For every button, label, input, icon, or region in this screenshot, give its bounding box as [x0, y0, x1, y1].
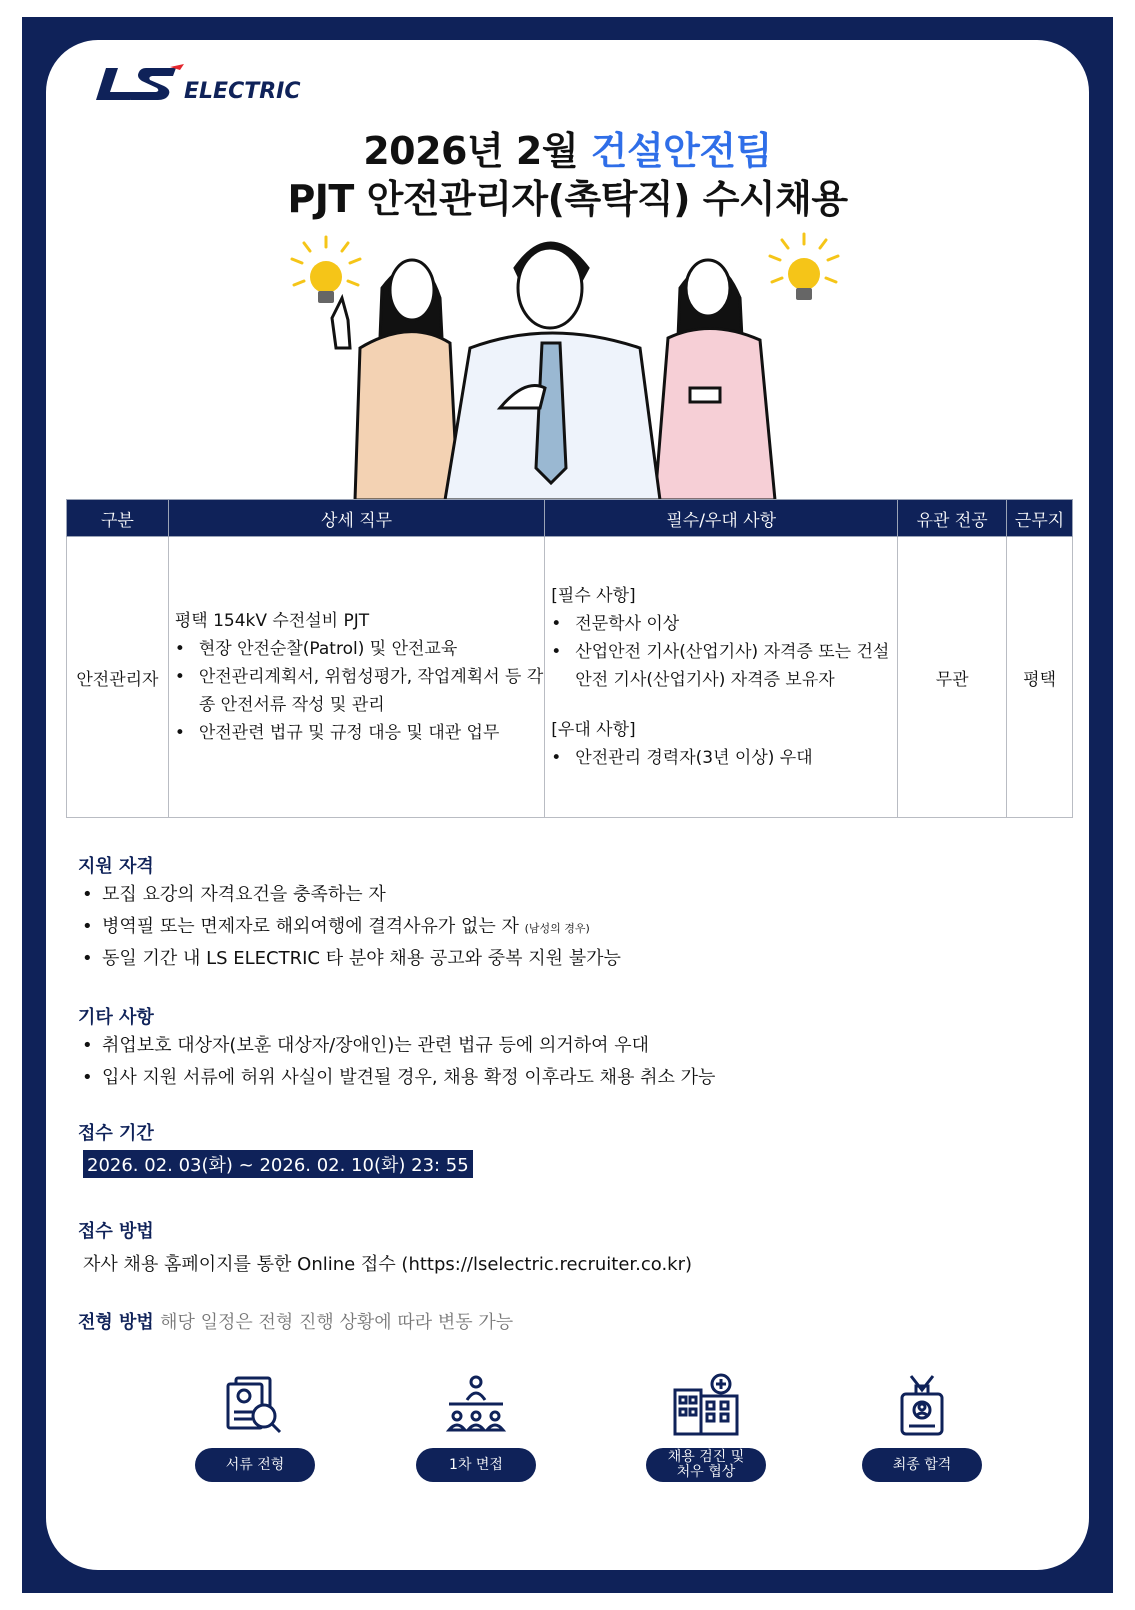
period-heading: 접수 기간	[78, 1123, 154, 1144]
step-label	[195, 1448, 315, 1482]
job-table	[66, 499, 1073, 818]
step-document-screening	[175, 1372, 335, 1482]
cell-category: 안전관리자	[67, 537, 169, 818]
cell-major: 무관	[898, 537, 1007, 818]
documents-icon	[222, 1372, 288, 1438]
etc-heading: 기타 사항	[78, 1007, 154, 1028]
three-people-illustration	[270, 228, 870, 500]
step-label	[416, 1448, 536, 1482]
step-label	[646, 1448, 766, 1482]
step-first-interview	[396, 1372, 556, 1482]
cell-duty	[168, 537, 544, 818]
cell-location: 평택	[1007, 537, 1073, 818]
preferred-title: [우대 사항]	[551, 720, 636, 740]
qualification-note: (남성의 경우)	[524, 922, 590, 935]
step-label-text: 서류 전형	[225, 1456, 285, 1473]
step-label	[862, 1448, 982, 1482]
title-line-2: PJT 안전관리자(촉탁직) 수시채용	[287, 177, 848, 221]
qualifications-list	[78, 879, 621, 975]
duty-item: • 현장 안전순찰(Patrol) 및 안전교육	[169, 635, 544, 663]
header-location: 근무지	[1007, 500, 1073, 537]
preferred-list	[545, 744, 897, 772]
process-note: 해당 일정은 전형 진행 상황에 따라 변동 가능	[160, 1312, 514, 1333]
table-row	[67, 537, 1073, 818]
step-label-text-line2: 처우 협상	[676, 1464, 736, 1480]
list-item: • 입사 지원 서류에 허위 사실이 발견될 경우, 채용 확정 이후라도 채용 취소 가능	[78, 1062, 715, 1094]
title-year-month: 2026년 2월	[363, 129, 591, 173]
woman-right-figure	[655, 260, 775, 500]
step-final-pass	[842, 1372, 1002, 1482]
header-requirements: 필수/우대 사항	[545, 500, 898, 537]
id-badge-icon	[889, 1372, 955, 1438]
svg-text:ELECTRIC: ELECTRIC	[184, 79, 301, 104]
header-major: 유관 전공	[898, 500, 1007, 537]
ls-electric-logo	[84, 62, 304, 104]
qualifications-heading: 지원 자격	[78, 856, 154, 877]
required-item: • 산업안전 기사(산업기사) 자격증 또는 건설안전 기사(산업기사) 자격증 보유자	[545, 638, 897, 694]
cell-requirements	[545, 537, 898, 818]
duty-item: • 안전관리계획서, 위험성평가, 작업계획서 등 각종 안전서류 작성 및 관리	[169, 663, 544, 719]
hospital-icon	[671, 1372, 741, 1438]
required-list	[545, 610, 897, 694]
apply-heading: 접수 방법	[78, 1221, 154, 1242]
lightbulb-icon-left	[292, 237, 360, 303]
lightbulb-icon-right	[770, 234, 838, 300]
duty-item: • 안전관련 법규 및 규정 대응 및 대관 업무	[169, 719, 544, 747]
list-item: • 취업보호 대상자(보훈 대상자/장애인)는 관련 법규 등에 의거하여 우대	[78, 1030, 715, 1062]
step-label-text: 최종 합격	[892, 1456, 952, 1473]
period-value: 2026. 02. 03(화) ~ 2026. 02. 10(화) 23: 55	[83, 1150, 473, 1178]
step-label-text: 1차 면접	[449, 1456, 503, 1473]
interview-icon	[443, 1372, 509, 1438]
apply-value: 자사 채용 홈페이지를 통한 Online 접수 (https://lselectric.recruiter.co.kr)	[83, 1254, 693, 1275]
required-item: • 전문학사 이상	[545, 610, 897, 638]
list-item: • 동일 기간 내 LS ELECTRIC 타 분야 채용 공고와 중복 지원 불가능	[78, 943, 621, 975]
step-medical-negotiation	[626, 1372, 786, 1482]
table-header-row	[67, 500, 1073, 537]
process-heading	[78, 1308, 513, 1334]
list-item: • 모집 요강의 자격요건을 충족하는 자	[78, 879, 621, 911]
man-center-figure	[445, 243, 660, 500]
title-line-1	[0, 120, 1135, 175]
duty-intro: 평택 154kV 수전설비 PJT	[174, 611, 370, 631]
list-item	[78, 911, 621, 943]
step-label-text: 채용 검진 및	[667, 1449, 745, 1465]
header-duty: 상세 직무	[168, 500, 544, 537]
duty-list	[169, 635, 544, 747]
preferred-item: • 안전관리 경력자(3년 이상) 우대	[545, 744, 897, 772]
header-category: 구분	[67, 500, 169, 537]
title-team: 건설안전팀	[590, 129, 772, 173]
woman-left-figure	[332, 260, 458, 500]
qualification-text: 병역필 또는 면제자로 해외여행에 결격사유가 없는 자	[102, 916, 519, 937]
etc-list	[78, 1030, 715, 1094]
process-title: 전형 방법	[78, 1312, 154, 1333]
required-title: [필수 사항]	[551, 586, 636, 606]
